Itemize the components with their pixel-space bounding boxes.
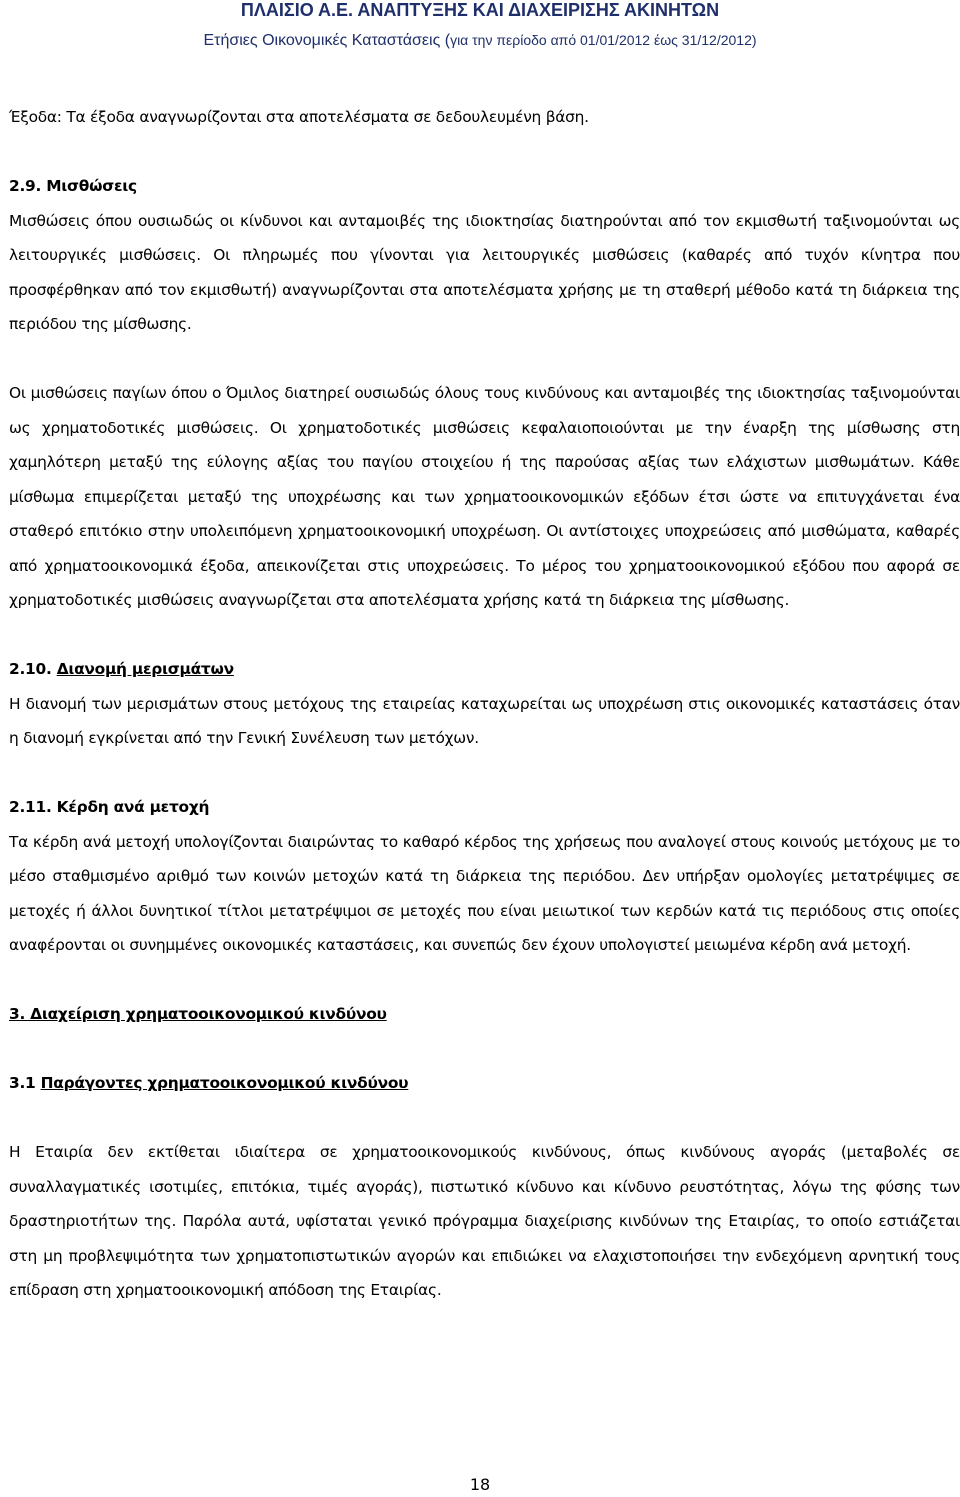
sentence: Οι πληρωμές που γίνονται για λειτουργικές μισθώσεις (καθαρές από τυχόν κίνητρα που προσφέρθηκαν από τον εκμισθωτή) αναγνωρίζονται στα αποτελέσματα χρήσης με τη σταθερή μέθοδο κατά τη διάρκεια της περιόδου της μίσθωσης. — [9, 246, 960, 333]
expenses-paragraph: Έξοδα: Τα έξοδα αναγνωρίζονται στα αποτελέσματα σε δεδουλευμένη βάση. — [9, 108, 589, 126]
section-title: Διανομή μερισμάτων — [56, 660, 234, 678]
sentence: Μισθώσεις όπου ουσιωδώς οι κίνδυνοι και ανταμοιβές της ιδιοκτησίας διατηρούνται από τον εκμισθωτή ταξινομούνται ως λειτουργικές μισθώσεις. — [9, 211, 960, 264]
section-3-heading: 3. Διαχείριση χρηματοοικονομικού κινδύνου — [9, 1005, 387, 1023]
section-number: 2.10. — [9, 660, 57, 678]
sentence: Τα κέρδη ανά μετοχή υπολογίζονται διαιρώντας το καθαρό κέρδος της χρήσεως που αναλογεί στους κοινούς μετόχους με το μέσο σταθμισμένο αριθμό των κοινών μετοχών κατά τη διάρκεια της περιόδου. — [9, 832, 960, 885]
report-subtitle — [0, 29, 960, 52]
section-2-10-paragraph: Η διανομή των μερισμάτων στους μετόχους της εταιρείας καταχωρείται ως υποχρέωση στις οικονομικές καταστάσεις όταν η διανομή εγκρίνεται από την Γενική Συνέλευση των μετόχων. — [9, 694, 960, 747]
section-3-1-heading — [9, 1066, 960, 1101]
sentence: Παρόλα αυτά, υφίσταται γενικό πρόγραμμα διαχείρισης κινδύνων της Εταιρίας, το οποίο εστιάζεται στη μη προβλεψιμότητα των χρηματοπιστωτικών αγορών και επιδιώκει να ελαχιστοποιήσει την ενδεχόμενη αρνητική τους επίδραση στη χρηματοοικονομική απόδοση της Εταιρίας. — [9, 1212, 960, 1299]
section-2-10-heading — [9, 652, 960, 687]
company-title: ΠΛΑΙΣΙΟ Α.Ε. ΑΝΑΠΤΥΞΗΣ ΚΑΙ ΔΙΑΧΕΙΡΙΣΗΣ ΑΚΙΝΗΤΩΝ — [240, 0, 720, 20]
section-number: 3.1 — [9, 1074, 41, 1092]
section-2-11-paragraph — [9, 825, 960, 963]
section-2-9-heading: 2.9. Μισθώσεις — [9, 177, 137, 195]
section-3-1-paragraph — [9, 1135, 960, 1308]
section-2-9-paragraph-1 — [9, 204, 960, 342]
section-2-9-paragraph-2 — [9, 376, 960, 618]
report-subtitle-main: Ετήσιες Οικονομικές Καταστάσεις ( — [203, 32, 451, 49]
page-content — [9, 100, 960, 1308]
section-title: Παράγοντες χρηματοοικονομικού κινδύνου — [40, 1074, 409, 1092]
sentence: Δεν υπήρξαν ομολογίες μετατρέψιμες σε μετοχές ή άλλοι δυνητικοί τίτλοι μετατρέψιμοι σε μετοχές που είναι μειωτικοί των κερδών κατά τις περιόδους στις οποίες αναφέρονται οι συνημμένες οικονομικές καταστάσεις, και συνεπώς δεν έχουν υπολογιστεί μειωμένα κέρδη ανά μετοχή. — [9, 867, 960, 954]
sentence: Η Εταιρία δεν εκτίθεται ιδιαίτερα σε χρηματοοικονομικούς κινδύνους, όπως κινδύνους αγοράς (μεταβολές σε συναλλαγματικές ισοτιμίες, επιτόκια, τιμές αγοράς), πιστωτικό κίνδυνο και κίνδυνο ρευστότητας, λόγω της φύσης των δραστηριοτήτων της. — [9, 1143, 960, 1230]
page-number: 18 — [469, 1475, 491, 1494]
sentence: Οι μισθώσεις παγίων όπου ο Όμιλος διατηρεί ουσιωδώς όλους τους κινδύνους και ανταμοιβές της ιδιοκτησίας ταξινομούνται ως χρηματοδοτικές μισθώσεις. — [9, 384, 960, 437]
report-period: για την περίοδο από 01/01/2012 έως 31/12/2012) — [450, 32, 757, 48]
section-2-11-heading: 2.11. Κέρδη ανά μετοχή — [9, 798, 210, 816]
sentence: Οι χρηματοδοτικές μισθώσεις κεφαλαιοποιούνται με την έναρξη της μίσθωσης στη χαμηλότερη μεταξύ της εύλογης αξίας του παγίου στοιχείου ή της παρούσας αξίας των ελάχιστων μισθωμάτων. — [9, 418, 960, 471]
sentence: Κάθε μίσθωμα επιμερίζεται μεταξύ της υποχρέωσης και των χρηματοοικονομικών εξόδων έτσι ώστε να επιτυγχάνεται ένα σταθερό επιτόκιο στην υπολειπόμενη χρηματοοικονομική υποχρέωση. Οι αντίστοιχες υποχρεώσεις από μισθώματα, καθαρές από χρηματοοικονομικά έξοδα, απεικονίζεται στις υποχρεώσεις. Το μέρος του χρηματοοικονομικού εξόδου που αφορά σε χρηματοδοτικές μισθώσεις αναγνωρίζεται στα αποτελέσματα χρήσης κατά τη διάρκεια της μίσθωσης. — [9, 453, 960, 609]
